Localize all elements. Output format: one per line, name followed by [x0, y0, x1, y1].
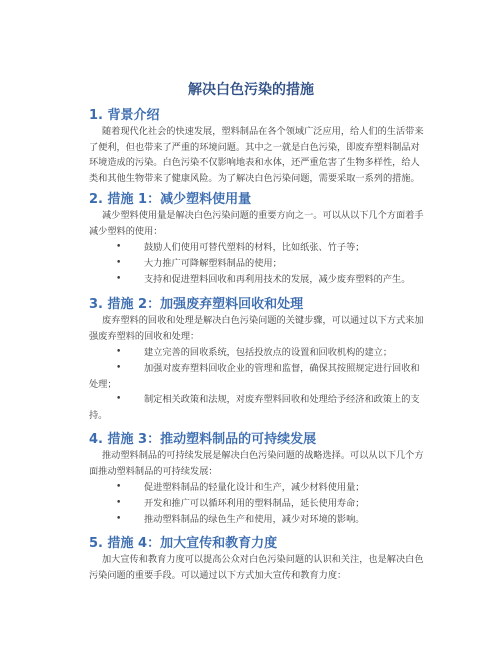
list-item: • 大力推广可降解塑料制品的使用； [89, 256, 427, 272]
bullet-icon: • [116, 498, 122, 508]
section-heading-measure-3: 4. 措施 3：推动塑料制品的可持续发展 [89, 432, 317, 447]
list-item: • 开发和推广可以循环利用的塑料制品，延长使用寿命； [89, 496, 427, 512]
list-item: • 建立完善的回收系统，包括投放点的设置和回收机构的建立； [89, 345, 427, 361]
list-item: • 加强对废弃塑料回收企业的管理和监督，确保其按照规定进行回收和处理； [89, 363, 420, 390]
section-heading-background: 1. 背景介绍 [89, 108, 160, 123]
bullet-icon: • [116, 363, 122, 373]
section-paragraph-measure-3: 推动塑料制品的可持续发展是解决白色污染问题的战略选择。可以从以下几个方面推动塑料制品的可持续发展： [89, 450, 424, 477]
section-paragraph-measure-4: 加大宣传和教育力度可以提高公众对白色污染问题的认识和关注，也是解决白色污染问题的重要手段。可以通过以下方式加大宣传和教育力度： [89, 554, 424, 581]
section-paragraph-measure-1: 减少塑料使用量是解决白色污染问题的重要方向之一。可以从以下几个方面着手减少塑料的使用： [89, 210, 424, 237]
document-title: 解决白色污染的措施 [188, 82, 314, 98]
bullet-icon: • [116, 274, 122, 284]
list-item: • 鼓励人们使用可替代塑料的材料，比如纸张、竹子等； [89, 240, 427, 256]
list-item: • 制定相关政策和法规，对废弃塑料回收和处理给予经济和政策上的支持。 [89, 394, 420, 421]
section-heading-measure-1: 2. 措施 1：减少塑料使用量 [89, 192, 252, 207]
bullet-icon: • [116, 347, 122, 357]
list-item: • 推动塑料制品的绿色生产和使用，减少对环境的影响。 [89, 512, 427, 528]
bullet-icon: • [116, 394, 122, 404]
section-paragraph-measure-2: 废弃塑料的回收和处理是解决白色污染问题的关键步骤，可以通过以下方式来加强废弃塑料的回收和处理： [89, 315, 424, 342]
section-heading-measure-4: 5. 措施 4：加大宣传和教育力度 [89, 536, 278, 551]
bullet-icon: • [116, 482, 122, 492]
section-paragraph-background: 随着现代化社会的快速发展，塑料制品在各个领域广泛应用，给人们的生活带来了便利，但也带来了严重的环境问题。其中之一就是白色污染，即废弃塑料制品对环境造成的污染。白色污染不仅影响地表和水体，还严重危害了生物多样性，给人类和其他生物带来了健康风险。为了解决白色污染问题，需要采取一系列的措施。 [89, 126, 424, 185]
bullet-icon: • [116, 242, 122, 252]
bullet-icon: • [116, 514, 122, 524]
list-item: • 支持和促进塑料回收和再利用技术的发展，减少废弃塑料的产生。 [89, 272, 427, 288]
section-heading-measure-2: 3. 措施 2：加强废弃塑料回收和处理 [89, 297, 304, 312]
bullet-icon: • [116, 258, 122, 268]
list-item: • 促进塑料制品的轻量化设计和生产，减少材料使用量； [89, 480, 427, 496]
